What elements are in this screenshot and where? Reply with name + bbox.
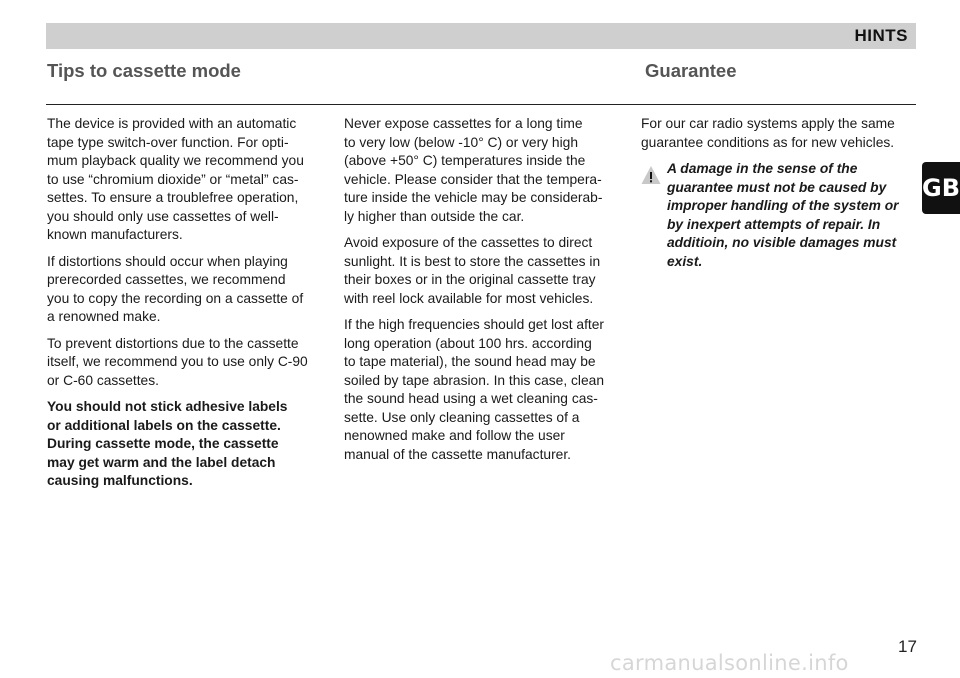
warning-text: A damage in the sense of the guarantee must not be caused by improper handling of the system or by inexpert attempts of repair. In additioin, no visible damages must exist. [667, 161, 899, 269]
column-tips-middle [344, 115, 629, 472]
paragraph: Avoid exposure of the cassettes to direct sunlight. It is best to store the cassettes in their boxes or in the original cassette tray with reel lock available for most vehicles. [344, 235, 601, 306]
language-tab-label: GB [922, 174, 960, 202]
paragraph: To prevent distortions due to the cassette itself, we recommend you to use only C-90 or C-60 cassettes. [47, 335, 308, 388]
column-tips-left [47, 115, 332, 499]
warning-triangle-icon [641, 165, 661, 185]
heading-tips-cassette-mode: Tips to cassette mode [47, 60, 241, 81]
heading-guarantee: Guarantee [645, 60, 737, 81]
paragraph-bold-notice: You should not stick adhesive labels or additional labels on the cassette. During cassette mode, the cassette may get warm and the label detach causing malfunctions. [47, 399, 288, 488]
column-guarantee [641, 115, 916, 271]
warning-notice [641, 160, 916, 271]
paragraph: The device is provided with an automatic tape type switch-over function. For opti- mum playback quality we recommend you to use “chromium dioxide” or “metal” cas- settes. To ensure a troublefree operation, you should only use cassettes of well- known manufacturers. [47, 116, 304, 242]
page-number: 17 [898, 637, 917, 656]
language-tab [922, 162, 960, 214]
watermark: carmanualsonline.info [610, 651, 849, 675]
paragraph: For our car radio systems apply the same guarantee conditions as for new vehicles. [641, 116, 895, 150]
paragraph: If the high frequencies should get lost after long operation (about 100 hrs. according to tape material), the sound head may be soiled by tape abrasion. In this case, clean the sound head using a wet cleaning cas- sette. Use only cleaning cassettes of a nenowned make and follow the user manual of the cassette manufacturer. [344, 317, 605, 462]
section-header-bar [46, 23, 916, 49]
horizontal-rule [46, 104, 916, 105]
section-title: HINTS [854, 26, 908, 45]
paragraph: Never expose cassettes for a long time to very low (below -10° C) or very high (above +50° C) temperatures inside the vehicle. Please consider that the tempera- ture inside the vehicle may be considerab- ly higher than outside the car. [344, 116, 603, 224]
paragraph: If distortions should occur when playing prerecorded cassettes, we recommend you to copy the recording on a cassette of a renowned make. [47, 253, 304, 324]
